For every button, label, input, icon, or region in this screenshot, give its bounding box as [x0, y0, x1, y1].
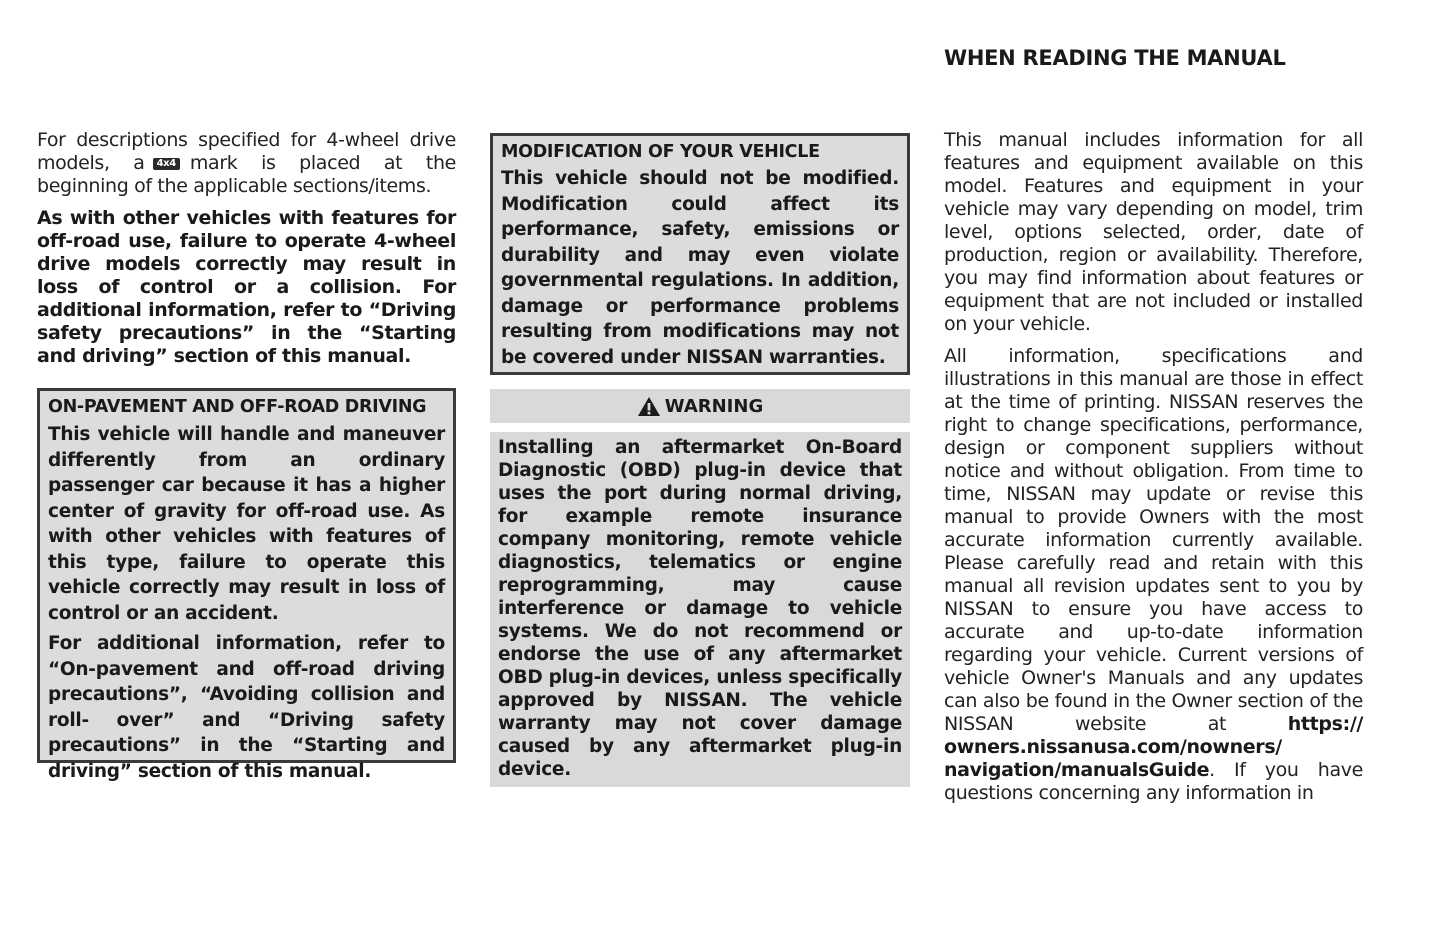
warning-triangle-icon	[637, 396, 661, 417]
warning-body: Installing an aftermarket On-Board Diagnostic (OBD) plug-in device that uses the port during normal driving, for example remote insurance company monitoring, remote vehicle diagnostics, telematics or engine reprogramming, may cause interference or damage to vehicle systems. We do not recommend or endorse the use of any aftermarket OBD plug-in devices, unless specifically approved by NISSAN. The vehicle warranty may not cover damage caused by any aftermarket plug-in device.	[490, 432, 910, 787]
specifications-paragraph	[944, 345, 1363, 805]
on-pavement-box-title: ON-PAVEMENT AND OFF-ROAD DRIVING	[48, 397, 427, 417]
page-header: WHEN READING THE MANUAL	[944, 46, 1286, 70]
on-pavement-box-para1: This vehicle will handle and maneuver differently from an ordinary passenger car because it has a higher center of gravity for off-road use. As with other vehicles with features of this type, failure to operate this vehicle correctly may result in loss of control or an accident.	[48, 424, 445, 624]
manual-info-paragraph: This manual includes information for all features and equipment available on this model. Features and equipment in your vehicle may vary depending on model, trim level, options selected, order, date of production, region or availability. Therefore, you may find information about features or equipment that are not included or installed on your vehicle.	[944, 129, 1363, 335]
owners-manual-link[interactable]: https:// owners.nissanusa.com/nowners/ navigation/manualsGuide	[944, 713, 1363, 781]
offroad-caution: As with other vehicles with features for off-road use, failure to operate 4-wheel drive models correctly may result in loss of control or a collision. For additional information, refer to “Driving safety precautions” in the “Starting and driving” section of this manual.	[37, 207, 456, 367]
warning-header	[490, 389, 910, 423]
on-pavement-box-para2: For additional information, refer to “On-pavement and off-road driving precautions”, “Avoiding collision and roll- over” and “Driving safety precautions” in the “Starting and driving” section of this manual.	[48, 633, 445, 782]
four-wheel-drive-icon: 4x4	[153, 158, 180, 170]
modification-box-title: MODIFICATION OF YOUR VEHICLE	[501, 142, 820, 162]
on-pavement-box	[37, 388, 456, 782]
modification-box	[490, 133, 910, 375]
column-right	[944, 129, 1363, 805]
warning-label: WARNING	[664, 395, 764, 417]
column-left	[37, 129, 456, 782]
intro-text-part1: For descriptions specified for 4-wheel drive models, a	[37, 129, 456, 174]
specifications-text: All information, specifications and illustrations in this manual are those in effect at the time of printing. NISSAN reserves the right to change specifications, performance, design or component suppliers without notice and without obligation. From time to time, NISSAN may update or revise this manual to provide Owners with the most accurate information currently available. Please carefully read and retain with this manual all revision updates sent to you by NISSAN to ensure you have access to accurate and up-to-date information regarding your vehicle. Current versions of vehicle Owner's Manuals and any updates can also be found in the Owner section of the NISSAN website at	[944, 345, 1363, 735]
intro-paragraph	[37, 129, 456, 198]
modification-box-body: This vehicle should not be modified. Modification could affect its performance, safety, emissions or durability and may even violate governmental regulations. In addition, damage or performance problems resulting from modifications may not be covered under NISSAN warranties.	[501, 168, 899, 368]
specifications-text-end: . If you have questions concerning any information in	[944, 759, 1363, 804]
column-middle	[490, 129, 910, 787]
intro-text-part2: mark is placed at the beginning of the applicable sections/items.	[37, 152, 456, 197]
